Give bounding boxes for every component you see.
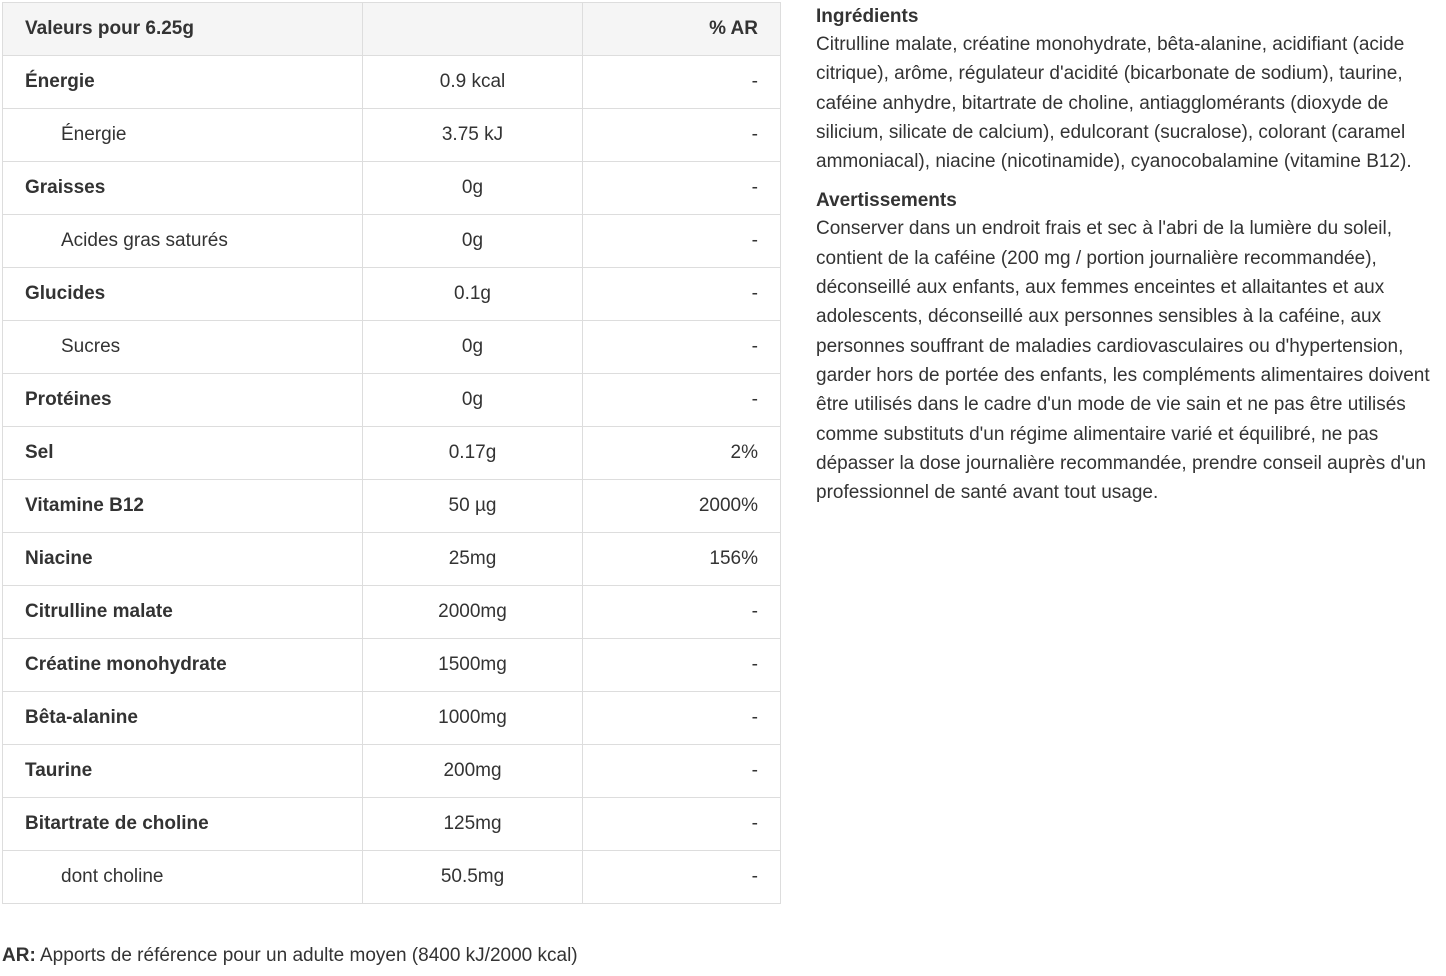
table-row — [3, 533, 781, 586]
nutrient-value: 0.17g — [363, 427, 583, 480]
nutrient-name: Vitamine B12 — [3, 480, 363, 533]
table-row — [3, 798, 781, 851]
nutrient-name: Sucres — [3, 321, 363, 374]
table-row — [3, 321, 781, 374]
footnote-label: AR: — [2, 945, 36, 966]
table-row — [3, 639, 781, 692]
nutrient-value: 0.1g — [363, 268, 583, 321]
nutrient-name: Bêta-alanine — [3, 692, 363, 745]
ingredients-heading: Ingrédients — [816, 6, 919, 27]
table-row — [3, 586, 781, 639]
nutrient-name: Protéines — [3, 374, 363, 427]
table-row — [3, 851, 781, 904]
nutrient-name: dont choline — [3, 851, 363, 904]
nutrient-value: 50.5mg — [363, 851, 583, 904]
warnings-text: Conserver dans un endroit frais et sec à l'abri de la lumière du soleil, contient de la caféine (200 mg / portion journalière recommandée), déconseillé aux enfants, aux femmes enceintes et allaitantes et aux adolescents, déconseillé aux personnes sensibles à la caféine, aux personnes souffrant de maladies cardiovasculaires ou d'hypertension, garder hors de portée des enfants, les compléments alimentaires doivent être utilisés dans le cadre d'un mode de vie sain et ne pas être utilisés comme substituts d'un régime alimentaire varié et équilibré, ne pas dépasser la dose journalière recommandée, prendre conseil auprès d'un professionnel de santé avant tout usage. — [816, 218, 1430, 504]
footnote — [2, 945, 578, 967]
nutrient-ar: - — [583, 798, 781, 851]
nutrient-ar: - — [583, 374, 781, 427]
nutrient-ar: - — [583, 109, 781, 162]
header-ar-label: % AR — [583, 3, 781, 56]
nutrient-ar: - — [583, 851, 781, 904]
nutrient-value: 0g — [363, 321, 583, 374]
nutrient-ar: - — [583, 586, 781, 639]
nutrient-value: 1500mg — [363, 639, 583, 692]
nutrient-name: Citrulline malate — [3, 586, 363, 639]
nutrient-name: Énergie — [3, 109, 363, 162]
nutrient-value: 25mg — [363, 533, 583, 586]
nutrient-name: Taurine — [3, 745, 363, 798]
nutrient-ar: - — [583, 268, 781, 321]
nutrient-ar: - — [583, 639, 781, 692]
table-row — [3, 109, 781, 162]
nutrient-value: 200mg — [363, 745, 583, 798]
nutrient-name: Créatine monohydrate — [3, 639, 363, 692]
table-row — [3, 692, 781, 745]
nutrient-ar: 156% — [583, 533, 781, 586]
nutrient-ar: - — [583, 215, 781, 268]
table-row — [3, 374, 781, 427]
nutrient-value: 0g — [363, 162, 583, 215]
table-row — [3, 480, 781, 533]
table-header-row — [3, 3, 781, 56]
product-info-panel — [816, 4, 1441, 507]
nutrient-ar: - — [583, 56, 781, 109]
warnings-heading: Avertissements — [816, 190, 957, 212]
ingredients-text: Citrulline malate, créatine monohydrate, bêta-alanine, acidifiant (acide citrique), arôme, régulateur d'acidité (bicarbonate de sodium), taurine, caféine anhydre, bitartrate de choline, antiagglomérants (dioxyde de silicium, silicate de calcium), edulcorant (sucralose), colorant (caramel ammoniacal), niacine (nicotinamide), cyanocobalamine (vitamine B12). — [816, 34, 1412, 173]
nutrient-ar: - — [583, 321, 781, 374]
footnote-text: Apports de référence pour un adulte moyen (8400 kJ/2000 kcal) — [35, 945, 578, 966]
table-row — [3, 268, 781, 321]
nutrient-name: Énergie — [3, 56, 363, 109]
nutrient-ar: - — [583, 692, 781, 745]
table-row — [3, 427, 781, 480]
nutrient-name: Sel — [3, 427, 363, 480]
table-row — [3, 56, 781, 109]
nutrient-value: 50 µg — [363, 480, 583, 533]
header-serving-label: Valeurs pour 6.25g — [3, 3, 363, 56]
nutrient-name: Acides gras saturés — [3, 215, 363, 268]
nutrient-ar: - — [583, 162, 781, 215]
table-row — [3, 215, 781, 268]
nutrition-table-body — [3, 56, 781, 904]
nutrition-table — [2, 2, 781, 904]
nutrient-value: 3.75 kJ — [363, 109, 583, 162]
nutrient-ar: 2% — [583, 427, 781, 480]
nutrient-name: Glucides — [3, 268, 363, 321]
nutrient-value: 0g — [363, 215, 583, 268]
table-row — [3, 162, 781, 215]
nutrient-value: 2000mg — [363, 586, 583, 639]
nutrient-name: Bitartrate de choline — [3, 798, 363, 851]
nutrient-ar: 2000% — [583, 480, 781, 533]
nutrient-name: Niacine — [3, 533, 363, 586]
nutrient-value: 0g — [363, 374, 583, 427]
header-value — [363, 3, 583, 56]
nutrient-name: Graisses — [3, 162, 363, 215]
table-row — [3, 745, 781, 798]
nutrient-value: 1000mg — [363, 692, 583, 745]
nutrient-value: 0.9 kcal — [363, 56, 583, 109]
nutrient-ar: - — [583, 745, 781, 798]
nutrient-value: 125mg — [363, 798, 583, 851]
